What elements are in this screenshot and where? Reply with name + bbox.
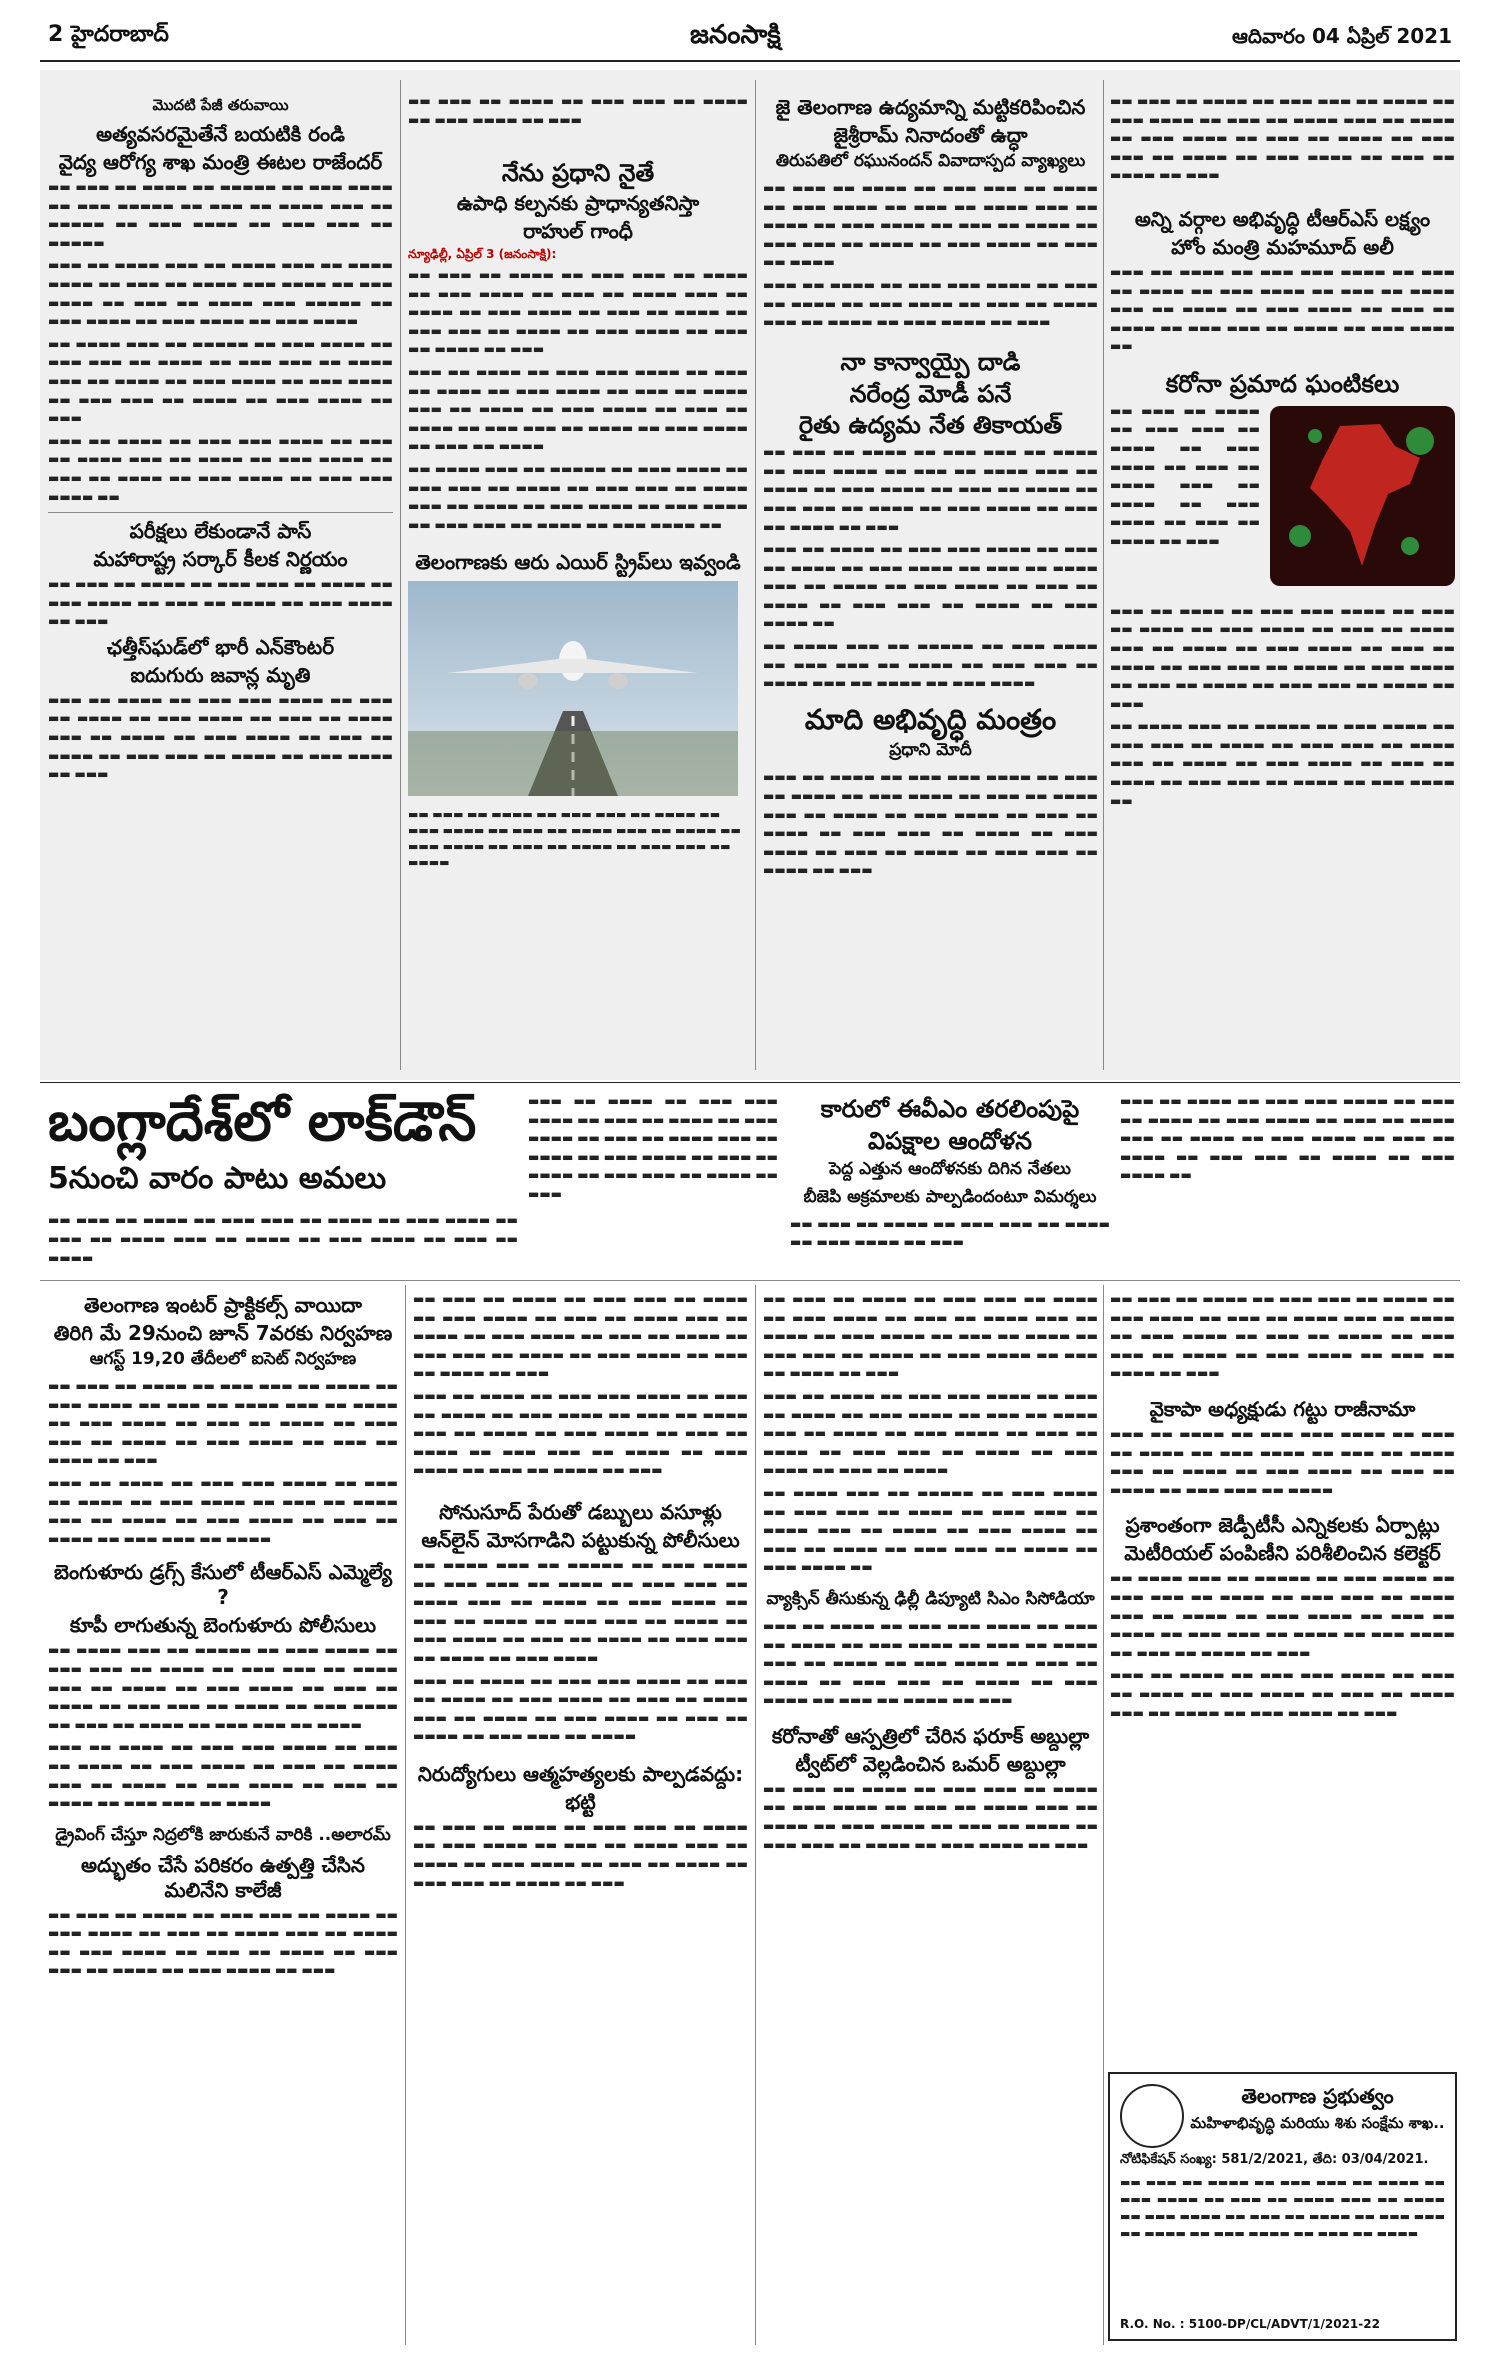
top-column-2: ▬▬ ▬▬▬ ▬▬ ▬▬▬▬ ▬▬ ▬▬▬ ▬▬▬ ▬▬ ▬▬▬▬ ▬▬ ▬▬▬ ▬▬▬▬ ▬▬ ▬▬▬ నేను ప్రధాని నైతే ఉపాధి కల్పనకు ప్రాధాన్యతనిస్తా రాహుల్ గాంధీ న్యూఢిల్లీ, ఏప్రిల్ 3 (జనంసాక్షి): ▬▬ ▬▬▬ ▬▬ ▬▬▬▬ ▬▬ ▬▬▬ ▬▬▬ ▬▬ ▬▬▬▬ ▬▬ ▬▬▬ ▬▬▬▬ ▬▬ ▬▬▬ ▬▬ ▬▬▬▬ ▬▬▬ ▬▬ ▬▬▬▬ ▬▬ ▬▬▬ ▬▬▬▬ ▬▬ ▬▬▬ ▬▬ ▬▬▬▬ ▬▬ ▬▬▬ ▬▬▬ ▬▬ ▬▬▬▬ ▬▬ ▬▬▬ ▬▬▬▬ ▬▬ ▬▬▬ ▬▬ ▬▬▬▬ ▬▬ ▬▬▬ ▬▬▬ ▬▬ ▬▬▬▬ ▬▬ ▬▬▬ ▬▬▬ ▬▬▬▬ ▬▬ ▬▬▬ ▬▬ ▬▬▬▬ ▬▬ ▬▬▬ ▬▬▬▬ ▬▬ ▬▬▬ ▬▬ ▬▬▬▬ ▬▬▬ ▬▬ ▬▬▬▬ ▬▬ ▬▬▬ ▬▬▬▬ ▬▬ ▬▬▬ ▬▬ ▬▬▬▬ ▬▬ ▬▬▬ ▬▬▬ ▬▬ ▬▬▬▬ ▬▬ ▬▬▬ ▬▬▬▬ ▬▬ ▬▬▬ ▬▬ ▬▬▬▬ ▬▬ ▬▬▬▬ ▬▬▬ ▬▬ ▬▬▬▬▬ ▬▬ ▬▬▬ ▬▬▬▬ ▬▬ ▬▬▬ ▬▬▬ ▬▬ ▬▬▬▬ ▬▬ ▬▬▬ ▬▬▬ ▬▬ ▬▬▬▬ ▬▬▬ ▬▬ ▬▬▬▬ ▬▬ ▬▬▬ ▬▬▬▬ ▬▬ ▬▬▬ ▬▬▬▬ ▬▬ ▬▬▬ ▬▬▬ ▬▬ ▬▬▬▬ ▬▬ ▬▬▬ ▬▬▬▬ ▬▬ తెలంగాణకు ఆరు ఎయిర్ స్ట్రిప్‌లు ఇవ్వండి ▬▬ ▬▬▬ ▬▬ ▬▬▬▬ ▬▬ ▬▬▬ ▬▬▬ ▬▬ ▬▬▬▬ ▬▬ ▬▬▬ ▬▬▬▬ ▬▬ ▬▬▬ ▬▬ ▬▬▬▬ ▬▬▬ ▬▬ ▬▬▬▬ ▬▬ ▬▬▬ ▬▬▬▬ ▬▬ ▬▬▬ ▬▬ ▬▬▬▬ ▬▬ ▬▬▬ ▬▬▬ ▬▬ ▬▬▬▬ [408, 94, 748, 870]
notice-title: తెలంగాణ ప్రభుత్వం [1241, 2084, 1394, 2108]
byline: భట్టి [565, 1789, 596, 1814]
headline: తెలంగాణ ఇంటర్ ప్రాక్టికల్స్ వాయిదా [84, 1293, 362, 1317]
page-number: 2 హైదరాబాద్ [48, 22, 169, 47]
notice-department: మహిళాభివృద్ధి మరియు శిశు సంక్షేమ శాఖ.. [1190, 2114, 1445, 2132]
headline: వ్యాక్సిన్ తీసుకున్న ఢిల్లీ డిప్యూటి సిఎం సిసోడియా [766, 1588, 1095, 1609]
top-column-4: ▬▬ ▬▬▬ ▬▬ ▬▬▬▬ ▬▬ ▬▬▬ ▬▬▬ ▬▬ ▬▬▬▬ ▬▬ ▬▬▬ ▬▬▬▬ ▬▬ ▬▬▬ ▬▬ ▬▬▬▬ ▬▬▬ ▬▬ ▬▬▬▬ ▬▬ ▬▬▬ ▬▬▬▬ ▬▬ ▬▬▬ ▬▬ ▬▬▬▬ ▬▬ ▬▬▬ ▬▬▬ ▬▬ ▬▬▬▬ ▬▬ ▬▬▬ ▬▬▬▬ ▬▬ ▬▬▬ ▬▬ ▬▬▬▬ ▬▬ ▬▬▬ అన్ని వర్గాల అభివృద్ధి టీఆర్‌ఎస్ లక్ష్యం హోం మంత్రి మహమూద్ అలీ ▬▬▬ ▬▬ ▬▬▬▬ ▬▬ ▬▬▬ ▬▬▬ ▬▬▬▬ ▬▬ ▬▬▬ ▬▬ ▬▬▬▬ ▬▬ ▬▬▬ ▬▬▬▬ ▬▬ ▬▬▬ ▬▬ ▬▬▬▬ ▬▬▬ ▬▬ ▬▬▬▬ ▬▬ ▬▬▬ ▬▬▬▬ ▬▬ ▬▬▬ ▬▬ ▬▬▬▬ ▬▬ ▬▬▬ ▬▬▬ ▬▬ ▬▬▬▬ ▬▬ ▬▬▬ ▬▬▬▬ ▬▬ కరోనా ప్రమాద ఘంటికలు ▬▬ ▬▬▬ ▬▬ ▬▬▬▬ ▬▬ ▬▬▬ ▬▬▬ ▬▬ ▬▬▬▬ ▬▬ ▬▬▬ ▬▬▬▬ ▬▬ ▬▬▬ ▬▬ ▬▬▬▬ ▬▬▬ ▬▬ ▬▬▬▬ ▬▬ ▬▬▬ ▬▬▬▬ ▬▬ ▬▬▬ ▬▬ ▬▬▬▬ ▬▬ ▬▬▬ ▬▬▬ ▬▬ ▬▬▬▬ ▬▬ ▬▬▬ ▬▬▬ ▬▬▬▬ ▬▬ ▬▬▬ ▬▬ ▬▬▬▬ ▬▬ ▬▬▬ ▬▬▬▬ ▬▬ ▬▬▬ ▬▬ ▬▬▬▬ ▬▬▬ ▬▬ ▬▬▬▬ ▬▬ ▬▬▬ ▬▬▬▬ ▬▬ ▬▬▬ ▬▬ ▬▬▬▬ ▬▬ ▬▬▬ ▬▬▬ ▬▬ ▬▬▬▬ ▬▬ ▬▬▬ ▬▬▬▬ ▬▬ ▬▬▬ ▬▬ ▬▬▬▬ ▬▬ ▬▬▬ ▬▬▬ ▬▬ ▬▬▬▬ ▬▬ ▬▬▬ ▬▬ ▬▬▬▬ ▬▬▬ ▬▬ ▬▬▬▬▬ ▬▬ ▬▬▬ ▬▬▬▬ ▬▬ ▬▬▬ ▬▬▬ ▬▬ ▬▬▬▬ ▬▬ ▬▬▬ ▬▬▬ ▬▬ ▬▬▬▬ ▬▬▬ ▬▬ ▬▬▬▬ ▬▬ ▬▬▬ ▬▬▬▬ ▬▬ ▬▬▬ ▬▬ ▬▬▬▬ ▬▬ ▬▬▬ ▬▬▬ ▬▬ ▬▬▬▬ ▬▬ ▬▬▬ ▬▬▬▬ ▬▬ [1110, 94, 1455, 808]
lead-subheadline: 5నుంచి వారం పాటు అమలు [48, 1161, 387, 1197]
headline: కారులో ఈవీఎం తరలింపుపై [820, 1095, 1080, 1123]
issue-date: ఆదివారం 04 ఏప్రిల్ 2021 [1231, 24, 1452, 48]
subheadline: బీజెపి అక్రమాలకు పాల్పడిందంటూ విమర్శలు [803, 1186, 1097, 1207]
body-text: ▬▬ ▬▬▬ ▬▬ ▬▬▬▬ ▬▬ ▬▬▬▬▬ ▬▬ ▬▬▬ ▬▬▬▬ ▬▬ ▬▬▬ ▬▬▬▬▬ ▬▬ ▬▬▬ ▬▬ ▬▬▬▬ ▬▬▬ ▬▬ ▬▬▬▬▬ ▬▬ ▬▬▬ ▬▬▬▬ ▬▬ ▬▬▬ ▬▬▬ ▬▬ ▬▬▬▬▬ ▬▬▬ ▬▬ ▬▬▬▬ ▬▬▬ ▬▬ ▬▬▬▬ ▬▬▬ ▬▬ ▬▬▬▬ ▬▬▬▬ ▬▬ ▬▬▬ ▬▬ ▬▬▬▬ ▬▬▬ ▬▬▬▬ ▬▬ ▬▬▬ ▬▬▬▬ ▬▬ ▬▬▬ ▬▬ ▬▬▬▬ ▬▬▬ ▬▬▬▬▬ ▬▬ ▬▬▬ ▬▬▬▬ ▬▬ ▬▬▬ ▬▬▬▬ ▬▬ ▬▬▬ ▬▬▬▬ ▬▬ ▬▬▬▬ ▬▬▬ ▬▬ ▬▬▬▬▬ ▬▬ ▬▬▬ ▬▬▬▬ ▬▬ ▬▬▬ ▬▬▬ ▬▬ ▬▬▬▬ ▬▬ ▬▬▬ ▬▬▬ ▬▬ ▬▬▬▬ ▬▬▬ ▬▬ ▬▬▬▬ ▬▬ ▬▬▬ ▬▬▬▬ ▬▬ ▬▬▬ ▬▬▬▬ ▬▬ ▬▬▬ ▬▬▬ ▬▬ ▬▬▬▬ ▬▬ ▬▬▬ ▬▬▬▬ ▬▬ ▬▬▬ ▬▬▬ ▬▬ ▬▬▬▬ ▬▬ ▬▬▬ ▬▬▬ ▬▬▬▬ ▬▬ ▬▬▬ ▬▬ ▬▬▬▬ ▬▬▬ ▬▬ ▬▬▬▬ ▬▬ ▬▬▬ ▬▬▬▬ ▬▬ ▬▬▬ ▬▬ ▬▬▬▬ ▬▬ ▬▬▬ ▬▬▬▬ ▬▬ ▬▬▬ ▬▬▬ ▬▬▬▬ ▬▬ [48, 180, 393, 504]
government-notice: తెలంగాణ ప్రభుత్వం మహిళాభివృద్ధి మరియు శిశు సంక్షేమ శాఖ.. నోటిఫికేషన్ సంఖ్య: 581/2/2021, తేది: 03/04/2021. ▬▬ ▬▬▬ ▬▬ ▬▬▬▬ ▬▬ ▬▬▬ ▬▬▬ ▬▬ ▬▬▬▬ ▬▬ ▬▬▬ ▬▬▬▬ ▬▬ ▬▬▬ ▬▬ ▬▬▬▬ ▬▬▬ ▬▬ ▬▬▬▬ ▬▬ ▬▬▬ ▬▬▬▬ ▬▬ ▬▬▬ ▬▬ ▬▬▬▬ ▬▬ ▬▬▬ ▬▬▬ ▬▬ ▬▬▬▬ ▬▬ ▬▬▬ ▬▬▬▬ ▬▬ ▬▬▬ ▬▬ ▬▬▬▬ R.O. No. : 5100-DP/CL/ADVT/1/2021-22 [1108, 2072, 1457, 2341]
byline: ప్రధాని మోదీ [889, 740, 972, 761]
newspaper-logo: జనంసాక్షి [690, 20, 781, 50]
headline: జైశ్రీరామ్ నినాదంతో ఉద్ధా [833, 123, 1028, 147]
airplane-photo [408, 581, 738, 796]
top-column-3: జై తెలంగాణ ఉద్యమాన్ని మట్టికరిపించిన జైశ్రీరామ్ నినాదంతో ఉద్ధా తిరుపతిలో రఘునందన్ వివాదాస్పద వ్యాఖ్యలు ▬▬ ▬▬▬ ▬▬ ▬▬▬▬ ▬▬ ▬▬▬ ▬▬▬ ▬▬ ▬▬▬▬ ▬▬ ▬▬▬ ▬▬▬▬ ▬▬ ▬▬▬ ▬▬ ▬▬▬▬ ▬▬▬ ▬▬ ▬▬▬▬ ▬▬ ▬▬▬ ▬▬▬▬ ▬▬ ▬▬▬ ▬▬ ▬▬▬▬ ▬▬ ▬▬▬ ▬▬▬ ▬▬ ▬▬▬▬ ▬▬ ▬▬▬ ▬▬▬▬ ▬▬ ▬▬▬ ▬▬ ▬▬▬▬ ▬▬▬ ▬▬ ▬▬▬▬ ▬▬ ▬▬▬ ▬▬▬ ▬▬▬▬ ▬▬ ▬▬▬ ▬▬ ▬▬▬▬ ▬▬ ▬▬▬ ▬▬▬▬ ▬▬ ▬▬▬ ▬▬ ▬▬▬▬ ▬▬▬ ▬▬ ▬▬▬▬ ▬▬ ▬▬▬ ▬▬▬▬ ▬▬ ▬▬▬ నా కాన్వాయ్పై దాడి నరేంద్ర మోడీ పనే రైతు ఉద్యమ నేత తికాయత్ ▬▬ ▬▬▬ ▬▬ ▬▬▬▬ ▬▬ ▬▬▬ ▬▬▬ ▬▬ ▬▬▬▬ ▬▬ ▬▬▬ ▬▬▬▬ ▬▬ ▬▬▬ ▬▬ ▬▬▬▬ ▬▬▬ ▬▬ ▬▬▬▬ ▬▬ ▬▬▬ ▬▬▬▬ ▬▬ ▬▬▬ ▬▬ ▬▬▬▬ ▬▬ ▬▬▬ ▬▬▬ ▬▬ ▬▬▬▬ ▬▬ ▬▬▬ ▬▬▬▬ ▬▬ ▬▬▬ ▬▬ ▬▬▬▬ ▬▬ ▬▬▬ ▬▬▬ ▬▬ ▬▬▬▬ ▬▬ ▬▬▬ ▬▬▬ ▬▬▬▬ ▬▬ ▬▬▬ ▬▬ ▬▬▬▬ ▬▬ ▬▬▬ ▬▬▬▬ ▬▬ ▬▬▬ ▬▬ ▬▬▬▬ ▬▬▬ ▬▬ ▬▬▬▬ ▬▬ ▬▬▬ ▬▬▬▬ ▬▬ ▬▬▬ ▬▬ ▬▬▬▬ ▬▬ ▬▬▬ ▬▬▬ ▬▬ ▬▬▬▬ ▬▬ ▬▬▬ ▬▬▬▬ ▬▬ ▬▬ ▬▬▬▬ ▬▬▬ ▬▬ ▬▬▬▬▬ ▬▬ ▬▬▬ ▬▬▬▬ ▬▬ ▬▬▬ ▬▬▬ ▬▬ ▬▬▬▬ ▬▬ ▬▬▬ ▬▬▬ ▬▬ ▬▬▬▬ ▬▬▬ ▬▬ ▬▬▬▬ ▬▬ ▬▬▬ ▬▬▬▬ మాది అభివృద్ధి మంత్రం ప్రధాని మోదీ ▬▬▬ ▬▬ ▬▬▬▬ ▬▬ ▬▬▬ ▬▬▬ ▬▬▬▬ ▬▬ ▬▬▬ ▬▬ ▬▬▬▬ ▬▬ ▬▬▬ ▬▬▬▬ ▬▬ ▬▬▬ ▬▬ ▬▬▬▬ ▬▬▬ ▬▬ ▬▬▬▬ ▬▬ ▬▬▬ ▬▬▬▬ ▬▬ ▬▬▬ ▬▬ ▬▬▬▬ ▬▬ ▬▬▬ ▬▬▬ ▬▬ ▬▬▬▬ ▬▬ ▬▬▬ ▬▬▬▬ ▬▬ ▬▬▬ ▬▬ ▬▬▬▬ ▬▬ ▬▬▬ ▬▬▬ ▬▬ ▬▬▬▬ ▬▬ ▬▬▬ [763, 95, 1098, 878]
subheadline: పెద్ద ఎత్తున ఆందోళనకు దిగిన నేతలు [829, 1158, 1071, 1179]
headline: కరోనా ప్రమాద ఘంటికలు [1165, 369, 1400, 398]
headline: ట్వీట్‌లో వెల్లడించిన ఒమర్ అబ్దుల్లా [795, 1751, 1066, 1776]
headline: వైద్య ఆరోగ్య శాఖ మంత్రి ఈటల రాజేందర్ [58, 150, 383, 174]
bottom-column-4: ▬▬ ▬▬▬ ▬▬ ▬▬▬▬ ▬▬ ▬▬▬ ▬▬▬ ▬▬ ▬▬▬▬ ▬▬ ▬▬▬ ▬▬▬▬ ▬▬ ▬▬▬ ▬▬ ▬▬▬▬ ▬▬▬ ▬▬ ▬▬▬▬ ▬▬ ▬▬▬ ▬▬▬▬ ▬▬ ▬▬▬ ▬▬ ▬▬▬▬ ▬▬ ▬▬▬ ▬▬▬ ▬▬ ▬▬▬▬ ▬▬ ▬▬▬ ▬▬▬▬ ▬▬ ▬▬▬ ▬▬ ▬▬▬▬ ▬▬ ▬▬▬ వైకాపా అధ్యక్షుడు గట్టు రాజీనామా ▬▬▬ ▬▬ ▬▬▬▬ ▬▬ ▬▬▬ ▬▬▬ ▬▬▬▬ ▬▬ ▬▬▬ ▬▬ ▬▬▬▬ ▬▬ ▬▬▬ ▬▬▬▬ ▬▬ ▬▬▬ ▬▬ ▬▬▬▬ ▬▬▬ ▬▬ ▬▬▬▬ ▬▬ ▬▬▬ ▬▬▬▬ ▬▬ ▬▬▬ ▬▬ ▬▬▬▬ ▬▬ ▬▬▬ ▬▬▬ ▬▬ ▬▬▬▬ ప్రశాంతంగా జెడ్పీటీసీ ఎన్నికలకు ఏర్పాట్లు మెటీరియల్ పంపిణీని పరిశీలించిన కలెక్టర్ ▬▬ ▬▬▬▬ ▬▬▬ ▬▬ ▬▬▬▬▬ ▬▬ ▬▬▬ ▬▬▬▬ ▬▬ ▬▬▬ ▬▬▬ ▬▬ ▬▬▬▬ ▬▬ ▬▬▬ ▬▬▬ ▬▬ ▬▬▬▬ ▬▬▬ ▬▬ ▬▬▬▬ ▬▬ ▬▬▬ ▬▬▬▬ ▬▬ ▬▬▬ ▬▬ ▬▬▬▬ ▬▬ ▬▬▬ ▬▬▬ ▬▬ ▬▬▬▬ ▬▬ ▬▬▬ ▬▬▬▬ ▬▬ ▬▬▬ ▬▬ ▬▬▬▬ ▬▬ ▬▬▬ ▬▬▬ ▬▬ ▬▬▬▬ ▬▬ ▬▬▬ ▬▬▬ ▬▬▬▬ ▬▬ ▬▬▬ ▬▬ ▬▬▬▬ ▬▬ ▬▬▬ ▬▬▬▬ ▬▬ ▬▬▬ ▬▬ ▬▬▬▬ ▬▬▬ ▬▬ ▬▬▬▬ ▬▬ ▬▬▬ ▬▬▬▬ ▬▬ ▬▬▬ [1110, 1292, 1455, 1720]
headline: హోం మంత్రి మహమూద్ అలీ [1171, 234, 1394, 259]
headline: నా కాన్వాయ్పై దాడి [840, 347, 1021, 376]
headline: ప్రశాంతంగా జెడ్పీటీసీ ఎన్నికలకు ఏర్పాట్లు [1125, 1513, 1440, 1538]
emblem-icon [1120, 2084, 1184, 2148]
headline: మహారాష్ట్ర సర్కార్ కీలక నిర్ణయం [93, 547, 348, 572]
notice-reference: నోటిఫికేషన్ సంఖ్య: 581/2/2021, తేది: 03/04/2021. [1120, 2152, 1429, 2167]
headline: బెంగుళూరు డ్రగ్స్ కేసులో టీఆర్‌ఎస్ ఎమ్మెల్యే ? [54, 1560, 392, 1610]
headline: నిరుద్యోగులు ఆత్మహత్యలకు పాల్పడవద్దు: [417, 1761, 744, 1786]
lead-continuation: ▬▬▬ ▬▬ ▬▬▬▬ ▬▬ ▬▬▬ ▬▬▬ ▬▬▬▬ ▬▬ ▬▬▬ ▬▬ ▬▬▬▬ ▬▬ ▬▬▬ ▬▬▬▬ ▬▬ ▬▬▬ ▬▬ ▬▬▬▬ ▬▬▬ ▬▬ ▬▬▬▬ ▬▬ ▬▬▬ ▬▬▬▬ ▬▬ ▬▬▬ ▬▬ ▬▬▬▬ ▬▬ ▬▬▬ ▬▬▬ ▬▬ ▬▬▬▬ ▬▬ ▬▬▬ [528, 1094, 778, 1201]
evm-story: కారులో ఈవీఎం తరలింపుపై విపక్షాల ఆందోళన పెద్ద ఎత్తున ఆందోళనకు దిగిన నేతలు బీజెపి అక్రమాలకు పాల్పడిందంటూ విమర్శలు ▬▬ ▬▬▬ ▬▬ ▬▬▬▬ ▬▬ ▬▬▬ ▬▬▬ ▬▬ ▬▬▬▬ ▬▬ ▬▬▬ ▬▬▬▬ ▬▬ ▬▬▬ [790, 1095, 1110, 1250]
subheadline: డ్రైవింగ్ చేస్తూ నిద్రలోకి జారుకునే వారికి ..అలారమ్ [55, 1824, 391, 1845]
bottom-column-3: ▬▬ ▬▬▬ ▬▬ ▬▬▬▬ ▬▬ ▬▬▬ ▬▬▬ ▬▬ ▬▬▬▬ ▬▬ ▬▬▬ ▬▬▬▬ ▬▬ ▬▬▬ ▬▬ ▬▬▬▬ ▬▬▬ ▬▬ ▬▬▬▬ ▬▬ ▬▬▬ ▬▬▬▬ ▬▬ ▬▬▬ ▬▬ ▬▬▬▬ ▬▬ ▬▬▬ ▬▬▬ ▬▬ ▬▬▬▬ ▬▬ ▬▬▬ ▬▬▬▬ ▬▬ ▬▬▬ ▬▬ ▬▬▬▬ ▬▬ ▬▬▬ ▬▬▬ ▬▬ ▬▬▬▬ ▬▬ ▬▬▬ ▬▬▬ ▬▬▬▬ ▬▬ ▬▬▬ ▬▬ ▬▬▬▬ ▬▬ ▬▬▬ ▬▬▬▬ ▬▬ ▬▬▬ ▬▬ ▬▬▬▬ ▬▬▬ ▬▬ ▬▬▬▬ ▬▬ ▬▬▬ ▬▬▬▬ ▬▬ ▬▬▬ ▬▬ ▬▬▬▬ ▬▬ ▬▬▬ ▬▬▬ ▬▬ ▬▬▬▬ ▬▬ ▬▬▬ ▬▬▬▬ ▬▬ ▬▬▬ ▬▬ ▬▬▬▬ ▬▬ ▬▬▬▬ ▬▬▬ ▬▬ ▬▬▬▬▬ ▬▬ ▬▬▬ ▬▬▬▬ ▬▬ ▬▬▬ ▬▬▬ ▬▬ ▬▬▬▬ ▬▬ ▬▬▬ ▬▬▬ ▬▬ ▬▬▬▬ ▬▬▬ ▬▬ ▬▬▬▬ ▬▬ ▬▬▬ ▬▬▬▬ ▬▬ ▬▬▬ ▬▬ ▬▬▬▬ ▬▬ ▬▬▬ ▬▬▬ ▬▬ ▬▬▬▬ ▬▬ ▬▬▬ ▬▬▬▬ ▬▬ వ్యాక్సిన్ తీసుకున్న ఢిల్లీ డిప్యూటి సిఎం సిసోడియా ▬▬▬ ▬▬ ▬▬▬▬ ▬▬ ▬▬▬ ▬▬▬ ▬▬▬▬ ▬▬ ▬▬▬ ▬▬ ▬▬▬▬ ▬▬ ▬▬▬ ▬▬▬▬ ▬▬ ▬▬▬ ▬▬ ▬▬▬▬ ▬▬▬ ▬▬ ▬▬▬▬ ▬▬ ▬▬▬ ▬▬▬▬ ▬▬ ▬▬▬ ▬▬ ▬▬▬▬ ▬▬ ▬▬▬ ▬▬▬ ▬▬ ▬▬▬▬ ▬▬ ▬▬▬ ▬▬▬▬ ▬▬ ▬▬▬ ▬▬ ▬▬▬▬ ▬▬ ▬▬▬ కరోనాతో ఆస్పత్రిలో చేరిన ఫరూక్ అబ్దుల్లా ట్వీట్‌లో వెల్లడించిన ఒమర్ అబ్దుల్లా ▬▬ ▬▬▬ ▬▬ ▬▬▬▬ ▬▬ ▬▬▬ ▬▬▬ ▬▬ ▬▬▬▬ ▬▬ ▬▬▬ ▬▬▬▬ ▬▬ ▬▬▬ ▬▬ ▬▬▬▬ ▬▬▬ ▬▬ ▬▬▬▬ ▬▬ ▬▬▬ ▬▬▬▬ ▬▬ ▬▬▬ ▬▬ ▬▬▬▬ ▬▬ ▬▬▬ ▬▬▬ ▬▬ ▬▬▬▬ ▬▬ ▬▬▬ ▬▬▬▬ ▬▬ ▬▬▬ [763, 1292, 1098, 1852]
headline: కూపీ లాగుతున్న బెంగుళూరు పోలీసులు [69, 1613, 377, 1638]
headline: మెటీరియల్ పంపిణీని పరిశీలించిన కలెక్టర్ [1124, 1541, 1441, 1566]
headline: ఐదుగురు జవాన్ల మృతి [130, 662, 311, 687]
byline: రాహుల్ గాంధీ [523, 218, 633, 243]
top-column-1: మొదటి పేజీ తరువాయి అత్యవసరమైతేనే బయటికి రండి వైద్య ఆరోగ్య శాఖ మంత్రి ఈటల రాజేందర్ ▬▬ ▬▬▬ ▬▬ ▬▬▬▬ ▬▬ ▬▬▬▬▬ ▬▬ ▬▬▬ ▬▬▬▬ ▬▬ ▬▬▬ ▬▬▬▬▬ ▬▬ ▬▬▬ ▬▬ ▬▬▬▬ ▬▬▬ ▬▬ ▬▬▬▬▬ ▬▬ ▬▬▬ ▬▬▬▬ ▬▬ ▬▬▬ ▬▬▬ ▬▬ ▬▬▬▬▬ ▬▬▬ ▬▬ ▬▬▬▬ ▬▬▬ ▬▬ ▬▬▬▬ ▬▬▬ ▬▬ ▬▬▬▬ ▬▬▬▬ ▬▬ ▬▬▬ ▬▬ ▬▬▬▬ ▬▬▬ ▬▬▬▬ ▬▬ ▬▬▬ ▬▬▬▬ ▬▬ ▬▬▬ ▬▬ ▬▬▬▬ ▬▬▬ ▬▬▬▬▬ ▬▬ ▬▬▬ ▬▬▬▬ ▬▬ ▬▬▬ ▬▬▬▬ ▬▬ ▬▬▬ ▬▬▬▬ ▬▬ ▬▬▬▬ ▬▬▬ ▬▬ ▬▬▬▬▬ ▬▬ ▬▬▬ ▬▬▬▬ ▬▬ ▬▬▬ ▬▬▬ ▬▬ ▬▬▬▬ ▬▬ ▬▬▬ ▬▬▬ ▬▬ ▬▬▬▬ ▬▬▬ ▬▬ ▬▬▬▬ ▬▬ ▬▬▬ ▬▬▬▬ ▬▬ ▬▬▬ ▬▬▬▬ ▬▬ ▬▬▬ ▬▬▬ ▬▬ ▬▬▬▬ ▬▬ ▬▬▬ ▬▬▬▬ ▬▬ ▬▬▬ ▬▬▬ ▬▬ ▬▬▬▬ ▬▬ ▬▬▬ ▬▬▬ ▬▬▬▬ ▬▬ ▬▬▬ ▬▬ ▬▬▬▬ ▬▬▬ ▬▬ ▬▬▬▬ ▬▬ ▬▬▬ ▬▬▬▬ ▬▬ ▬▬▬ ▬▬ ▬▬▬▬ ▬▬ ▬▬▬ ▬▬▬▬ ▬▬ ▬▬▬ ▬▬▬ ▬▬▬▬ ▬▬ పరీక్షలు లేకుండానే పాస్ మహారాష్ట్ర సర్కార్ కీలక నిర్ణయం ▬▬ ▬▬▬ ▬▬ ▬▬▬▬ ▬▬ ▬▬▬ ▬▬▬ ▬▬ ▬▬▬▬ ▬▬ ▬▬▬ ▬▬▬▬ ▬▬ ▬▬▬ ▬▬ ▬▬▬▬ ▬▬ ▬▬▬ ▬▬▬▬ ▬▬ ▬▬▬ ఛత్తీస్‌ఘడ్‌లో భారీ ఎన్‌కౌంటర్ ఐదుగురు జవాన్ల మృతి ▬▬▬ ▬▬ ▬▬▬▬ ▬▬ ▬▬▬ ▬▬▬ ▬▬▬▬ ▬▬ ▬▬▬ ▬▬ ▬▬▬▬ ▬▬ ▬▬▬ ▬▬▬▬ ▬▬ ▬▬▬ ▬▬ ▬▬▬▬ ▬▬▬ ▬▬ ▬▬▬▬ ▬▬ ▬▬▬ ▬▬▬▬ ▬▬ ▬▬▬ ▬▬ ▬▬▬▬ ▬▬ ▬▬▬ ▬▬▬ ▬▬ ▬▬▬▬ ▬▬ ▬▬▬ ▬▬▬▬ ▬▬ ▬▬▬ [48, 96, 393, 782]
headline: విపక్షాల ఆందోళన [868, 1126, 1032, 1155]
headline: సోనుసూద్ పేరుతో డబ్బులు వసూళ్లు [439, 1499, 722, 1524]
headline: అద్భుతం చేసే పరికరం ఉత్పత్తి చేసిన మలినేని కాలేజీ [81, 1852, 365, 1902]
headline: తిరిగి మే 29నుంచి జూన్ 7వరకు నిర్వహణ [53, 1321, 393, 1345]
lead-story: బంగ్లాదేశ్‌లో లాక్‌డౌన్ 5నుంచి వారం పాటు అమలు ▬▬ ▬▬▬ ▬▬ ▬▬▬▬ ▬▬ ▬▬▬ ▬▬▬ ▬▬ ▬▬▬▬ ▬▬ ▬▬▬ ▬▬▬▬ ▬▬ ▬▬▬ ▬▬ ▬▬▬▬ ▬▬▬ ▬▬ ▬▬▬▬ ▬▬ ▬▬▬ ▬▬▬▬ ▬▬ ▬▬▬ ▬▬ ▬▬▬▬ [48, 1092, 518, 1265]
headline: ఛత్తీస్‌ఘడ్‌లో భారీ ఎన్‌కౌంటర్ [106, 634, 335, 659]
headline: జై తెలంగాణ ఉద్యమాన్ని మట్టికరిపించిన [775, 95, 1086, 119]
headline: అన్ని వర్గాల అభివృద్ధి టీఆర్‌ఎస్ లక్ష్యం [1134, 206, 1431, 231]
headline: నేను ప్రధాని నైతే [501, 159, 655, 188]
headline: నరేంద్ర మోడీ పనే [849, 379, 1012, 408]
headline: తెలంగాణకు ఆరు ఎయిర్ స్ట్రిప్‌లు ఇవ్వండి [415, 550, 741, 575]
evm-continuation: ▬▬▬ ▬▬ ▬▬▬▬ ▬▬ ▬▬▬ ▬▬▬ ▬▬▬▬ ▬▬ ▬▬▬ ▬▬ ▬▬▬▬ ▬▬ ▬▬▬ ▬▬▬▬ ▬▬ ▬▬▬ ▬▬ ▬▬▬▬ ▬▬▬ ▬▬ ▬▬▬▬ ▬▬ ▬▬▬ ▬▬▬▬ ▬▬ ▬▬▬ ▬▬ ▬▬▬▬ ▬▬ ▬▬▬ ▬▬▬ ▬▬ ▬▬▬▬ ▬▬ ▬▬▬ ▬▬▬▬ ▬▬ [1120, 1094, 1455, 1183]
bottom-column-1: తెలంగాణ ఇంటర్ ప్రాక్టికల్స్ వాయిదా తిరిగి మే 29నుంచి జూన్ 7వరకు నిర్వహణ ఆగస్ట్ 19,20 తేదీలలో ఐసెట్ నిర్వహణ ▬▬ ▬▬▬ ▬▬ ▬▬▬▬ ▬▬ ▬▬▬ ▬▬▬ ▬▬ ▬▬▬▬ ▬▬ ▬▬▬ ▬▬▬▬ ▬▬ ▬▬▬ ▬▬ ▬▬▬▬ ▬▬▬ ▬▬ ▬▬▬▬ ▬▬ ▬▬▬ ▬▬▬▬ ▬▬ ▬▬▬ ▬▬ ▬▬▬▬ ▬▬ ▬▬▬ ▬▬▬ ▬▬ ▬▬▬▬ ▬▬ ▬▬▬ ▬▬▬▬ ▬▬ ▬▬▬ ▬▬ ▬▬▬▬ ▬▬ ▬▬▬ ▬▬▬ ▬▬ ▬▬▬▬ ▬▬ ▬▬▬ ▬▬▬ ▬▬▬▬ ▬▬ ▬▬▬ ▬▬ ▬▬▬▬ ▬▬ ▬▬▬ ▬▬▬▬ ▬▬ ▬▬▬ ▬▬ ▬▬▬▬ ▬▬▬ ▬▬ ▬▬▬▬ ▬▬ ▬▬▬ ▬▬▬▬ ▬▬ ▬▬▬ ▬▬ ▬▬▬▬ ▬▬ ▬▬▬ ▬▬▬ ▬▬ ▬▬▬▬ బెంగుళూరు డ్రగ్స్ కేసులో టీఆర్‌ఎస్ ఎమ్మెల్యే ? కూపీ లాగుతున్న బెంగుళూరు పోలీసులు ▬▬ ▬▬▬▬ ▬▬▬ ▬▬ ▬▬▬▬▬ ▬▬ ▬▬▬ ▬▬▬▬ ▬▬ ▬▬▬ ▬▬▬ ▬▬ ▬▬▬▬ ▬▬ ▬▬▬ ▬▬▬ ▬▬ ▬▬▬▬ ▬▬▬ ▬▬ ▬▬▬▬ ▬▬ ▬▬▬ ▬▬▬▬ ▬▬ ▬▬▬ ▬▬ ▬▬▬▬ ▬▬ ▬▬▬ ▬▬▬ ▬▬ ▬▬▬▬ ▬▬ ▬▬▬ ▬▬▬▬ ▬▬ ▬▬▬ ▬▬ ▬▬▬▬ ▬▬ ▬▬▬ ▬▬▬ ▬▬ ▬▬▬▬ ▬▬▬ ▬▬ ▬▬▬▬ ▬▬ ▬▬▬ ▬▬▬ ▬▬▬▬ ▬▬ ▬▬▬ ▬▬ ▬▬▬▬ ▬▬ ▬▬▬ ▬▬▬▬ ▬▬ ▬▬▬ ▬▬ ▬▬▬▬ ▬▬▬ ▬▬ ▬▬▬▬ ▬▬ ▬▬▬ ▬▬▬▬ ▬▬ ▬▬▬ ▬▬ ▬▬▬▬ ▬▬ ▬▬▬ ▬▬▬ ▬▬ ▬▬▬▬ డ్రైవింగ్ చేస్తూ నిద్రలోకి జారుకునే వారికి ..అలారమ్ అద్భుతం చేసే పరికరం ఉత్పత్తి చేసిన మలినేని కాలేజీ ▬▬ ▬▬▬ ▬▬ ▬▬▬▬ ▬▬ ▬▬▬ ▬▬▬ ▬▬ ▬▬▬▬ ▬▬ ▬▬▬ ▬▬▬▬ ▬▬ ▬▬▬ ▬▬ ▬▬▬▬ ▬▬▬ ▬▬ ▬▬▬▬ ▬▬ ▬▬▬ ▬▬▬▬ ▬▬ ▬▬▬ ▬▬ ▬▬▬▬ ▬▬ ▬▬▬ ▬▬▬ ▬▬ ▬▬▬▬ ▬▬ ▬▬▬ ▬▬▬▬ ▬▬ ▬▬▬ [48, 1293, 398, 1978]
masthead [40, 14, 1460, 62]
subheadline: ఆగస్ట్ 19,20 తేదీలలో ఐసెట్ నిర్వహణ [89, 1349, 357, 1369]
headline: అత్యవసరమైతేనే బయటికి రండి [96, 122, 345, 146]
subheadline: తిరుపతిలో రఘునందన్ వివాదాస్పద వ్యాఖ్యలు [775, 151, 1086, 171]
headline: పరీక్షలు లేకుండానే పాస్ [129, 519, 312, 544]
headline: కరోనాతో ఆస్పత్రిలో చేరిన ఫరూక్ అబ్దుల్లా [771, 1723, 1090, 1748]
dateline: న్యూఢిల్లీ, ఏప్రిల్ 3 (జనంసాక్షి): [408, 246, 557, 261]
headline: రైతు ఉద్యమ నేత తికాయత్ [798, 411, 1063, 440]
headline: మాది అభివృద్ధి మంత్రం [804, 702, 1057, 736]
lead-headline: బంగ్లాదేశ్‌లో లాక్‌డౌన్ [48, 1092, 477, 1153]
headline: ఉపాధి కల్పనకు ప్రాధాన్యతనిస్తా [456, 190, 700, 215]
corona-map-image [1270, 406, 1455, 586]
release-order-number: R.O. No. : 5100-DP/CL/ADVT/1/2021-22 [1120, 2317, 1380, 2331]
headline: వైకాపా అధ్యక్షుడు గట్టు రాజీనామా [1149, 1396, 1416, 1421]
kicker: మొదటి పేజీ తరువాయి [152, 96, 289, 114]
headline: ఆన్‌లైన్ మోసగాడిని పట్టుకున్న పోలీసులు [421, 1527, 740, 1552]
bottom-column-2: ▬▬ ▬▬▬ ▬▬ ▬▬▬▬ ▬▬ ▬▬▬ ▬▬▬ ▬▬ ▬▬▬▬ ▬▬ ▬▬▬ ▬▬▬▬ ▬▬ ▬▬▬ ▬▬ ▬▬▬▬ ▬▬▬ ▬▬ ▬▬▬▬ ▬▬ ▬▬▬ ▬▬▬▬ ▬▬ ▬▬▬ ▬▬ ▬▬▬▬ ▬▬ ▬▬▬ ▬▬▬ ▬▬ ▬▬▬▬ ▬▬ ▬▬▬ ▬▬▬▬ ▬▬ ▬▬▬ ▬▬ ▬▬▬▬ ▬▬ ▬▬▬ ▬▬▬ ▬▬ ▬▬▬▬ ▬▬ ▬▬▬ ▬▬▬ ▬▬▬▬ ▬▬ ▬▬▬ ▬▬ ▬▬▬▬ ▬▬ ▬▬▬ ▬▬▬▬ ▬▬ ▬▬▬ ▬▬ ▬▬▬▬ ▬▬▬ ▬▬ ▬▬▬▬ ▬▬ ▬▬▬ ▬▬▬▬ ▬▬ ▬▬▬ ▬▬ ▬▬▬▬ ▬▬ ▬▬▬ ▬▬▬ ▬▬ ▬▬▬▬ ▬▬ ▬▬▬ ▬▬▬▬ ▬▬ ▬▬▬ ▬▬ ▬▬▬▬ ▬▬ ▬▬▬ సోనుసూద్ పేరుతో డబ్బులు వసూళ్లు ఆన్‌లైన్ మోసగాడిని పట్టుకున్న పోలీసులు ▬▬ ▬▬▬▬ ▬▬▬ ▬▬ ▬▬▬▬▬ ▬▬ ▬▬▬ ▬▬▬▬ ▬▬ ▬▬▬ ▬▬▬ ▬▬ ▬▬▬▬ ▬▬ ▬▬▬ ▬▬▬ ▬▬ ▬▬▬▬ ▬▬▬ ▬▬ ▬▬▬▬ ▬▬ ▬▬▬ ▬▬▬▬ ▬▬ ▬▬▬ ▬▬ ▬▬▬▬ ▬▬ ▬▬▬ ▬▬▬ ▬▬ ▬▬▬▬ ▬▬ ▬▬▬ ▬▬▬▬ ▬▬ ▬▬▬ ▬▬ ▬▬▬▬ ▬▬ ▬▬▬ ▬▬▬ ▬▬ ▬▬▬▬ ▬▬ ▬▬▬ ▬▬▬▬ ▬▬▬ ▬▬ ▬▬▬▬ ▬▬ ▬▬▬ ▬▬▬ ▬▬▬▬ ▬▬ ▬▬▬ ▬▬ ▬▬▬▬ ▬▬ ▬▬▬ ▬▬▬▬ ▬▬ ▬▬▬ ▬▬ ▬▬▬▬ ▬▬▬ ▬▬ ▬▬▬▬ ▬▬ ▬▬▬ ▬▬▬▬ ▬▬ ▬▬▬ ▬▬ ▬▬▬▬ ▬▬ ▬▬▬ ▬▬▬ ▬▬ ▬▬▬▬ నిరుద్యోగులు ఆత్మహత్యలకు పాల్పడవద్దు: భట్టి ▬▬ ▬▬▬ ▬▬ ▬▬▬▬ ▬▬ ▬▬▬ ▬▬▬ ▬▬ ▬▬▬▬ ▬▬ ▬▬▬ ▬▬▬▬ ▬▬ ▬▬▬ ▬▬ ▬▬▬▬ ▬▬▬ ▬▬ ▬▬▬▬ ▬▬ ▬▬▬ ▬▬▬▬ ▬▬ ▬▬▬ ▬▬ ▬▬▬▬ ▬▬ ▬▬▬ ▬▬▬ ▬▬ ▬▬▬▬ ▬▬ ▬▬▬ [413, 1292, 748, 1890]
